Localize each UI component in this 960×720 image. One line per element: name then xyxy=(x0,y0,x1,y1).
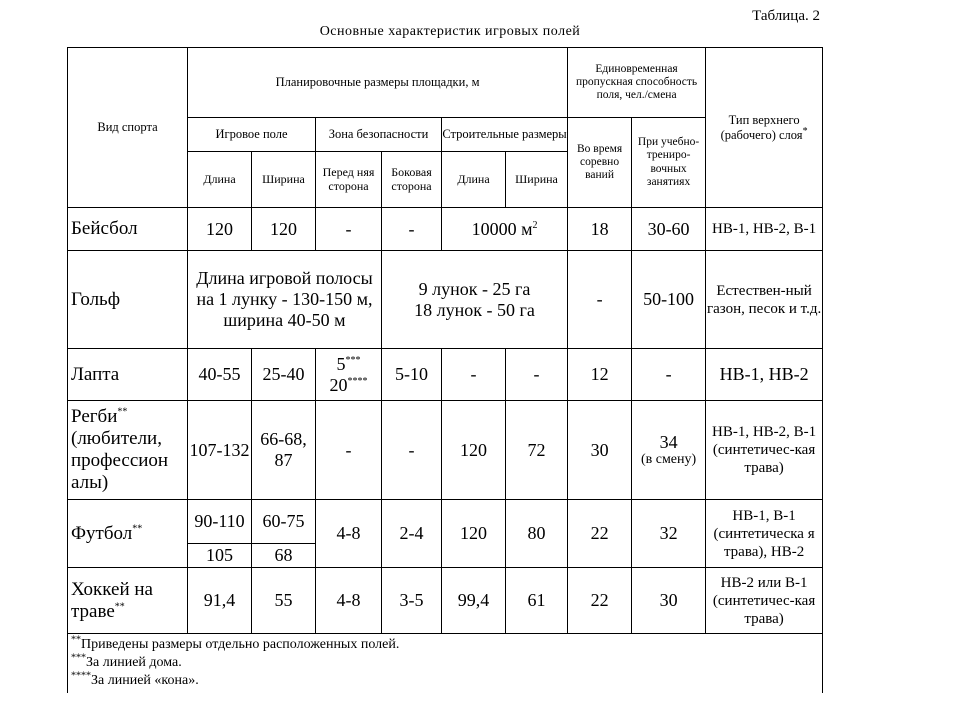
cell-value: Длина игровой полосы на 1 лунку - 130-150 м, ширина 40-50 м xyxy=(188,251,382,349)
cell-value xyxy=(632,401,706,500)
cell-value: - xyxy=(316,208,382,251)
cell-value: 90-110 xyxy=(188,500,252,544)
note-text: Приведены размеры отдельно расположенных полей. xyxy=(81,637,400,652)
lapta-front-1: 5 xyxy=(336,353,346,374)
sport-name: Гольф xyxy=(68,251,188,349)
cell-value: - xyxy=(506,349,568,401)
table-row xyxy=(68,500,823,544)
cell-value: 72 xyxy=(506,401,568,500)
golf-build-line: 18 лунок - 50 га xyxy=(414,299,535,320)
cell-value xyxy=(442,208,568,251)
cell-value: 3-5 xyxy=(382,568,442,634)
cell-value: - xyxy=(382,208,442,251)
cell-value: - xyxy=(568,251,632,349)
cell-value: 60-75 xyxy=(252,500,316,544)
note-mark: ** xyxy=(71,634,81,646)
table-title: Основные характеристик игровых полей xyxy=(319,24,581,39)
note-line xyxy=(71,636,819,654)
football-name: Футбол xyxy=(71,522,133,544)
header-building: Строительные размеры xyxy=(442,118,568,152)
note-mark: **** xyxy=(71,670,91,682)
lapta-front-2-sup: **** xyxy=(347,375,368,387)
cell-value: 105 xyxy=(188,544,252,568)
header-sport: Вид спорта xyxy=(68,48,188,208)
cell-value: 120 xyxy=(188,208,252,251)
cell-value: 12 xyxy=(568,349,632,401)
note-line xyxy=(71,672,819,690)
cell-value: 120 xyxy=(442,401,506,500)
rugby-name-rest: (любители, профессион алы) xyxy=(71,428,169,493)
cell-value: 55 xyxy=(252,568,316,634)
sport-name xyxy=(68,500,188,568)
cell-surface: НВ-1, В-1 (синтетическа я трава), НВ-2 xyxy=(706,500,823,568)
cell-value: 80 xyxy=(506,500,568,568)
cell-value: - xyxy=(316,401,382,500)
golf-build-line: 9 лунок - 25 га xyxy=(418,278,531,299)
build-area: 10000 м xyxy=(471,218,533,239)
characteristics-table xyxy=(67,47,822,693)
cell-value: 18 xyxy=(568,208,632,251)
cell-surface: НВ-1, НВ-2, В-1 (синтетичес-кая трава) xyxy=(706,401,823,500)
cell-value: 91,4 xyxy=(188,568,252,634)
header-capacity: Единовременная пропускная способность поля, чел./смена xyxy=(568,48,706,118)
cell-value: 107-132 xyxy=(188,401,252,500)
cell-value: 40-55 xyxy=(188,349,252,401)
cell-value: - xyxy=(632,349,706,401)
cell-value: 25-40 xyxy=(252,349,316,401)
cell-value: 5-10 xyxy=(382,349,442,401)
note-text: За линией «кона». xyxy=(91,673,199,689)
rugby-name: Регби xyxy=(71,406,118,428)
header-during-training: При учебно-трениро-вочных занятиях xyxy=(632,118,706,208)
table-row xyxy=(68,401,823,500)
header-length: Длина xyxy=(188,152,252,208)
table-row xyxy=(68,251,823,349)
table-row xyxy=(68,568,823,634)
cell-value: 99,4 xyxy=(442,568,506,634)
cell-value: 2-4 xyxy=(382,500,442,568)
rugby-train: 34 xyxy=(659,431,678,452)
football-name-sup: ** xyxy=(132,523,143,535)
cell-value: 4-8 xyxy=(316,500,382,568)
cell-value: 68 xyxy=(252,544,316,568)
notes-cell xyxy=(68,634,823,693)
cell-value: 4-8 xyxy=(316,568,382,634)
cell-value: 61 xyxy=(506,568,568,634)
cell-surface: НВ-1, НВ-2 xyxy=(706,349,823,401)
lapta-front-1-sup: *** xyxy=(345,354,361,366)
cell-value: 120 xyxy=(252,208,316,251)
cell-value: 120 xyxy=(442,500,506,568)
sport-name xyxy=(68,401,188,500)
cell-value: 30-60 xyxy=(632,208,706,251)
sport-name xyxy=(68,568,188,634)
notes-row xyxy=(68,634,823,693)
table-number: Таблица. 2 xyxy=(752,8,820,24)
cell-surface: НВ-2 или В-1 (синтетичес-кая трава) xyxy=(706,568,823,634)
cell-value: 22 xyxy=(568,568,632,634)
header-planning: Планировочные размеры площадки, м xyxy=(188,48,568,118)
cell-surface: НВ-1, НВ-2, В-1 xyxy=(706,208,823,251)
cell-value: 50-100 xyxy=(632,251,706,349)
note-line xyxy=(71,654,819,672)
cell-value xyxy=(382,251,568,349)
header-during-competition: Во время соревно ваний xyxy=(568,118,632,208)
cell-value: 32 xyxy=(632,500,706,568)
note-mark: *** xyxy=(71,652,86,664)
header-surface xyxy=(706,48,823,208)
table-row xyxy=(68,349,823,401)
cell-value: 30 xyxy=(568,401,632,500)
sport-name: Лапта xyxy=(68,349,188,401)
table-row xyxy=(68,208,823,251)
header-side: Боковая сторона xyxy=(382,152,442,208)
build-area-sup: 2 xyxy=(532,219,538,231)
hockey-name: Хоккей на траве xyxy=(71,578,153,622)
cell-value: 22 xyxy=(568,500,632,568)
lapta-front-2: 20 xyxy=(329,374,348,395)
cell-value: - xyxy=(382,401,442,500)
header-front-side: Перед няя сторона xyxy=(316,152,382,208)
cell-value xyxy=(316,349,382,401)
header-surface-mark: * xyxy=(802,125,808,137)
note-text: За линией дома. xyxy=(86,655,182,671)
cell-value: 30 xyxy=(632,568,706,634)
cell-value: - xyxy=(442,349,506,401)
header-build-length: Длина xyxy=(442,152,506,208)
sport-name: Бейсбол xyxy=(68,208,188,251)
cell-value: 66-68, 87 xyxy=(252,401,316,500)
header-game-field: Игровое поле xyxy=(188,118,316,152)
hockey-name-sup: ** xyxy=(114,601,125,613)
rugby-train-sub: (в смену) xyxy=(640,452,697,468)
rugby-name-sup: ** xyxy=(117,406,128,418)
header-safety-zone: Зона безопасности xyxy=(316,118,442,152)
cell-surface: Естествен-ный газон, песок и т.д. xyxy=(706,251,823,349)
header-width: Ширина xyxy=(252,152,316,208)
header-build-width: Ширина xyxy=(506,152,568,208)
header-surface-text: Тип верхнего (рабочего) слоя xyxy=(720,113,803,142)
